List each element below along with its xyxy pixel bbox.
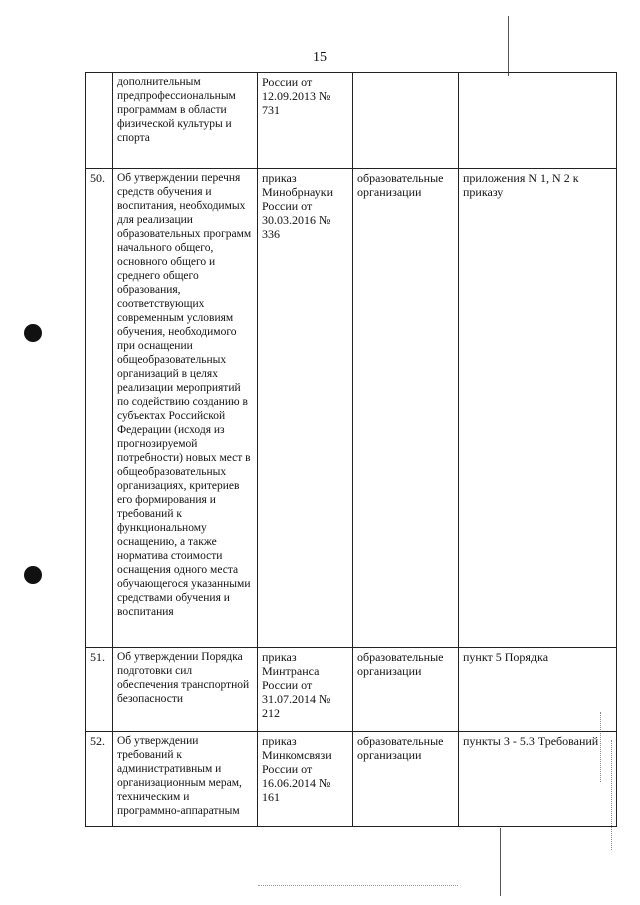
row-number: 51. xyxy=(86,648,113,732)
document-title: Об утверждении требований к административным и организационным мерам, техническим и программно-аппаратным xyxy=(113,732,258,827)
scan-margin-line xyxy=(500,828,501,896)
row-number: 52. xyxy=(86,732,113,827)
punch-hole xyxy=(24,566,42,584)
issuing-act: приказ Минкомсвязи России от 16.06.2014 № 161 xyxy=(258,732,353,827)
requirement-reference: приложения N 1, N 2 к приказу xyxy=(459,169,617,648)
issuing-act: приказ Минтранса России от 31.07.2014 № 212 xyxy=(258,648,353,732)
applies-to: образовательные организации xyxy=(353,648,459,732)
applies-to: образовательные организации xyxy=(353,169,459,648)
punch-hole xyxy=(24,324,42,342)
scan-specks xyxy=(258,885,458,886)
table-row xyxy=(86,648,617,732)
table-row xyxy=(86,73,617,169)
table-row xyxy=(86,169,617,648)
page-number: 15 xyxy=(313,50,327,65)
requirement-reference xyxy=(459,73,617,169)
regulations-table xyxy=(85,72,617,827)
requirement-reference: пункты 3 - 5.3 Требований xyxy=(459,732,617,827)
issuing-act: России от 12.09.2013 № 731 xyxy=(258,73,353,169)
document-title: Об утверждении Порядка подготовки сил обеспечения транспортной безопасности xyxy=(113,648,258,732)
document-title: дополнительным предпрофессиональным программам в области физической культуры и спорта xyxy=(113,73,258,169)
table-row xyxy=(86,732,617,827)
row-number xyxy=(86,73,113,169)
scan-margin-line xyxy=(508,16,509,76)
applies-to: образовательные организации xyxy=(353,732,459,827)
row-number: 50. xyxy=(86,169,113,648)
requirement-reference: пункт 5 Порядка xyxy=(459,648,617,732)
applies-to xyxy=(353,73,459,169)
document-title: Об утверждении перечня средств обучения и воспитания, необходимых для реализации образовательных программ начального общего, основного общего и среднего общего образования, соответствующих современным условиям обучения, необходимого при оснащении общеобразовательных организаций в целях реализации мероприятий по содействию созданию в субъектах Российской Федерации (исходя из прогнозируемой потребности) новых мест в общеобразовательных организациях, критериев его формирования и требований к функциональному оснащению, а также норматива стоимости оснащения одного места обучающегося указанными средствами обучения и воспитания xyxy=(113,169,258,648)
issuing-act: приказ Минобрнауки России от 30.03.2016 № 336 xyxy=(258,169,353,648)
